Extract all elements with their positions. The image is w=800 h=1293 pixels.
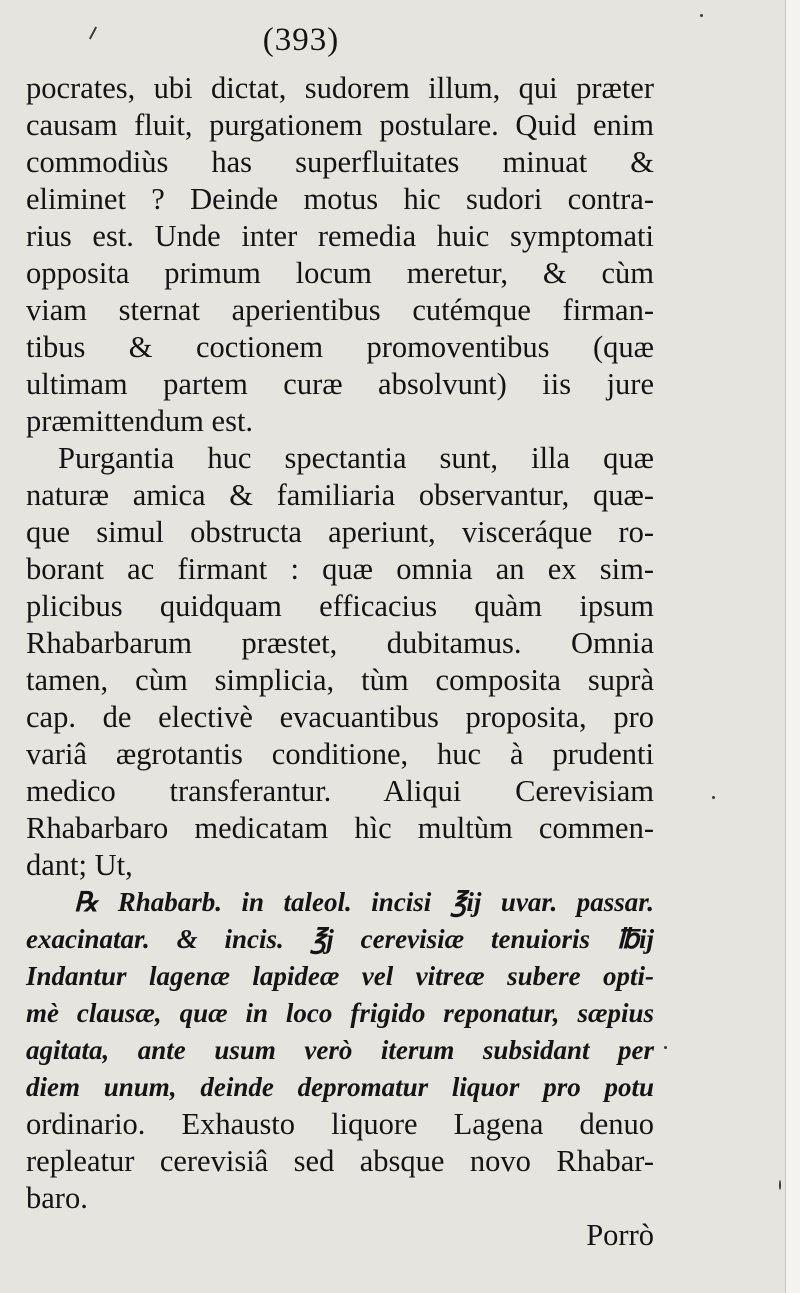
- text-line: eliminet ? Deinde motus hic sudori contra-: [26, 182, 654, 216]
- text-line: rius est. Unde inter remedia huic symptomati: [26, 219, 654, 253]
- page-edge: [785, 0, 800, 1293]
- text-line: medico transferantur. Aliqui Cerevisiam: [26, 774, 654, 808]
- recipe-line: ℞ Rhabarb. in taleol. incisi ℥ij uvar. passar.: [74, 887, 654, 917]
- ink-speck: [712, 796, 715, 799]
- recipe-line: diem unum, deinde depromatur liquor pro potu: [26, 1072, 654, 1102]
- text-line: pocrates, ubi dictat, sudorem illum, qui præter: [26, 71, 654, 105]
- ink-speck: [700, 14, 703, 17]
- recipe-line: Indantur lagenæ lapideæ vel vitreæ subere opti-: [26, 961, 654, 991]
- text-line: dant; Ut,: [26, 848, 133, 882]
- recipe-line: exacinatar. & incis. ℥j cerevisiæ tenuioris ℔ij: [26, 924, 654, 954]
- text-line: baro.: [26, 1181, 88, 1215]
- text-line: viam sternat aperientibus cutémque firman-: [26, 293, 654, 327]
- recipe-line: agitata, ante usum verò iterum subsidant per: [26, 1035, 654, 1065]
- text-line: præmittendum est.: [26, 404, 254, 438]
- paragraph-start-line: Purgantia huc spectantia sunt, illa quæ: [58, 441, 654, 475]
- text-line: naturæ amica & familiaria observantur, quæ-: [26, 478, 654, 512]
- catchword: Porrò: [586, 1218, 654, 1252]
- text-line: causam fluit, purgationem postulare. Quid enim: [26, 108, 654, 142]
- text-line: Rhabarbaro medicatam hìc multùm commen-: [26, 811, 654, 845]
- body-text: [26, 70, 654, 1254]
- ink-speck: [89, 26, 97, 39]
- text-line: commodiùs has superfluitates minuat &: [26, 145, 654, 179]
- text-line: borant ac firmant : quæ omnia an ex sim-: [26, 552, 654, 586]
- ink-speck: [664, 1046, 667, 1049]
- recipe-line: mè clausæ, quæ in loco frigido reponatur, sæpius: [26, 998, 654, 1028]
- text-line: Rhabarbarum præstet, dubitamus. Omnia: [26, 626, 654, 660]
- text-line: cap. de electivè evacuantibus proposita, pro: [26, 700, 654, 734]
- text-line: plicibus quidquam efficacius quàm ipsum: [26, 589, 654, 623]
- text-line: opposita primum locum meretur, & cùm: [26, 256, 654, 290]
- page-number: (393): [262, 22, 340, 58]
- text-line: variâ ægrotantis conditione, huc à prudenti: [26, 737, 654, 771]
- text-line: ordinario. Exhausto liquore Lagena denuo: [26, 1107, 654, 1141]
- text-line: tibus & coctionem promoventibus (quæ: [26, 330, 654, 364]
- text-line: repleatur cerevisiâ sed absque novo Rhabar-: [26, 1144, 654, 1178]
- text-line: tamen, cùm simplicia, tùm composita suprà: [26, 663, 654, 697]
- text-line: ultimam partem curæ absolvunt) iis jure: [26, 367, 654, 401]
- ink-speck: [779, 1180, 781, 1190]
- text-line: que simul obstructa aperiunt, visceráque ro-: [26, 515, 654, 549]
